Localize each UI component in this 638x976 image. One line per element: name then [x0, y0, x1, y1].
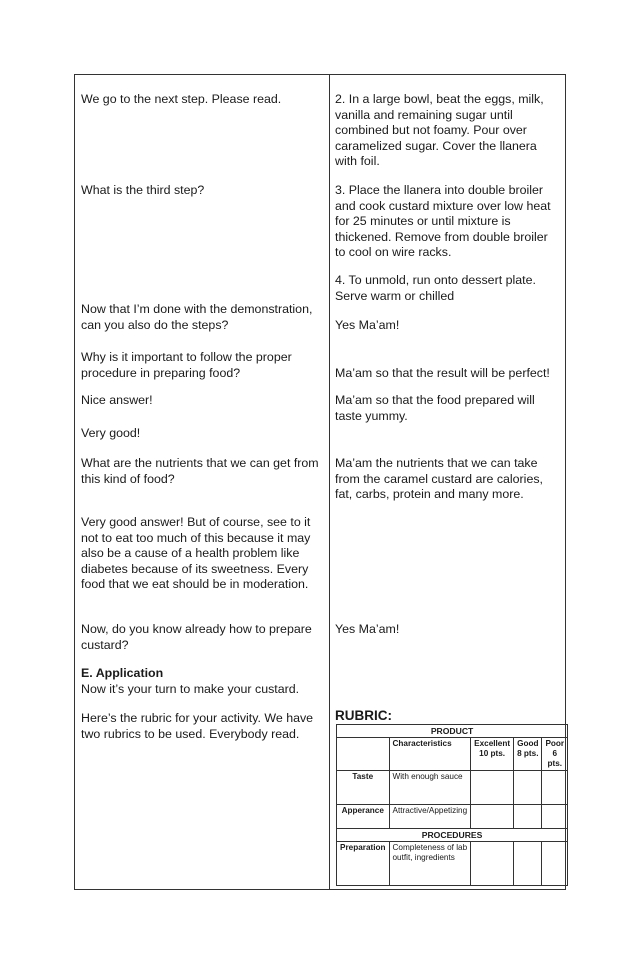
student-line: Ma’am so that the result will be perfect! [335, 366, 550, 380]
rubric-score-cell [542, 842, 568, 886]
column-divider [329, 74, 330, 890]
rubric-col-excellent: Excellent 10 pts. [471, 738, 514, 771]
rubric-criterion: Apperance [337, 805, 390, 829]
rubric-score-cell [542, 805, 568, 829]
teacher-line: Now, do you know already how to prepare custard? [81, 622, 312, 652]
student-line: 2. In a large bowl, beat the eggs, milk, vanilla and remaining sugar until combined but not foamy. Pour over caramelized sugar. Cover the llanera with foil. [335, 92, 544, 169]
rubric-procedures-header-row [337, 829, 568, 842]
rubric-product-header: PRODUCT [337, 725, 568, 738]
rubric-col-good: Good 8 pts. [514, 738, 542, 771]
student-line: Ma’am the nutrients that we can take from the caramel custard are calories, fat, carbs, protein and many more. [335, 456, 543, 502]
student-line: Yes Ma’am! [335, 622, 400, 636]
application-heading: E. Application [81, 666, 164, 680]
rubric-criterion: Taste [337, 771, 390, 805]
rubric-characteristic: With enough sauce [389, 771, 471, 805]
rubric-score-cell [514, 842, 542, 886]
teacher-line: What is the third step? [81, 183, 205, 197]
rubric-score-cell [514, 771, 542, 805]
rubric-score-cell [471, 842, 514, 886]
rubric-column-header-row [337, 738, 568, 771]
application-line: Now it’s your turn to make your custard. [81, 682, 300, 696]
rubric-product-header-row [337, 725, 568, 738]
teacher-line: What are the nutrients that we can get from this kind of food? [81, 456, 319, 486]
rubric-characteristic: Attractive/Appetizing [389, 805, 471, 829]
rubric-col-characteristics: Characteristics [389, 738, 471, 771]
teacher-line: Very good answer! But of course, see to it not to eat too much of this because it may also be a cause of a health problem like diabetes because of its sweetness. Every food that we eat should be in moderation. [81, 515, 311, 592]
rubric-characteristic: Completeness of lab outfit, ingredients [389, 842, 471, 886]
rubric-row [337, 805, 568, 829]
rubric-title: RUBRIC: [335, 708, 392, 723]
student-line: Ma’am so that the food prepared will taste yummy. [335, 393, 535, 423]
teacher-line: Nice answer! [81, 393, 153, 407]
teacher-line: Now that I’m done with the demonstration, can you also do the steps? [81, 302, 313, 332]
rubric-score-cell [471, 805, 514, 829]
rubric-empty-cell [337, 738, 390, 771]
rubric-intro: Here’s the rubric for your activity. We have two rubrics to be used. Everybody read. [81, 711, 314, 741]
rubric-score-cell [514, 805, 542, 829]
teacher-line: We go to the next step. Please read. [81, 92, 282, 106]
rubric-table [336, 724, 568, 886]
rubric-criterion: Preparation [337, 842, 390, 886]
student-line: 3. Place the llanera into double broiler and cook custard mixture over low heat for 25 minutes or until mixture is thickened. Remove from double broiler to cool on wire racks. [335, 183, 551, 260]
student-line: Yes Ma’am! [335, 318, 400, 332]
teacher-line: Why is it important to follow the proper procedure in preparing food? [81, 350, 292, 380]
student-line: 4. To unmold, run onto dessert plate. Serve warm or chilled [335, 273, 536, 303]
teacher-line: Very good! [81, 426, 141, 440]
rubric-procedures-header: PROCEDURES [337, 829, 568, 842]
rubric-score-cell [542, 771, 568, 805]
rubric-score-cell [471, 771, 514, 805]
rubric-col-poor: Poor 6 pts. [542, 738, 568, 771]
rubric-row [337, 842, 568, 886]
rubric-row [337, 771, 568, 805]
